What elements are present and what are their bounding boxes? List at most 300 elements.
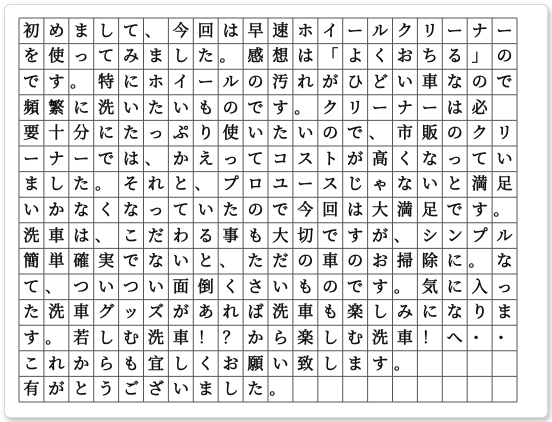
handwritten-char: い: [197, 200, 214, 219]
handwritten-char: 若: [73, 328, 90, 347]
handwritten-char: し: [322, 328, 339, 347]
handwritten-char: 想: [272, 46, 289, 66]
text-line-3: [13, 71, 517, 93]
handwritten-char: ホ: [147, 72, 164, 91]
handwritten-char: し: [48, 174, 65, 194]
handwritten-char: ー: [197, 72, 214, 91]
handwritten-char: で: [123, 251, 140, 271]
handwritten-char: ら: [98, 353, 115, 373]
handwritten-char: ば: [247, 302, 264, 322]
handwritten-char: む: [123, 328, 140, 347]
handwritten-char: ま: [347, 353, 364, 373]
handwritten-char: た: [247, 251, 264, 271]
handwritten-char: ！: [421, 328, 438, 347]
handwritten-char: 市: [396, 123, 413, 143]
handwritten-char: た: [272, 123, 289, 143]
handwritten-char: 分: [73, 123, 90, 143]
handwritten-char: ら: [272, 328, 289, 347]
handwritten-char: 。: [219, 47, 235, 66]
handwritten-char: だ: [147, 225, 164, 245]
handwritten-char: く: [98, 200, 115, 219]
handwritten-char: ッ: [123, 302, 140, 322]
handwritten-char: に: [421, 302, 438, 322]
handwritten-char: ー: [23, 148, 40, 168]
handwritten-char: も: [197, 97, 214, 117]
handwritten-char: い: [496, 148, 513, 168]
text-line-2: [13, 45, 517, 67]
handwritten-char: で: [446, 200, 463, 219]
handwritten-char: て: [247, 148, 264, 168]
handwritten-char: に: [123, 72, 140, 91]
handwritten-char: で: [272, 200, 289, 219]
handwritten-char: る: [446, 46, 463, 66]
handwritten-char: に: [98, 123, 115, 143]
handwritten-char: す: [347, 225, 364, 245]
handwritten-char: し: [322, 353, 339, 373]
handwritten-char: い: [272, 353, 289, 373]
handwritten-char: わ: [172, 225, 189, 245]
handwritten-char: が: [347, 148, 364, 168]
handwritten-char: い: [147, 276, 164, 296]
handwritten-char: の: [322, 123, 339, 143]
handwritten-char: 十: [48, 123, 65, 143]
handwritten-char: ク: [471, 123, 488, 143]
handwritten-char: ・: [468, 329, 484, 347]
handwritten-char: へ: [446, 328, 463, 347]
handwritten-char: の: [247, 200, 264, 219]
handwritten-char: て: [123, 20, 140, 40]
handwritten-char: っ: [222, 148, 239, 168]
handwritten-char: ま: [197, 379, 214, 399]
letter-card: [4, 4, 548, 418]
handwritten-char: た: [73, 174, 90, 194]
handwritten-char: 車: [73, 302, 90, 322]
handwritten-char: 。: [269, 380, 285, 399]
handwritten-char: ン: [446, 225, 463, 245]
handwritten-char: 満: [471, 174, 488, 194]
handwritten-char: イ: [322, 20, 339, 40]
handwritten-char: ユ: [272, 174, 289, 194]
handwritten-char: す: [372, 276, 389, 296]
handwritten-char: の: [247, 72, 264, 91]
handwritten-char: で: [322, 225, 339, 245]
handwritten-char: 、: [95, 226, 111, 245]
handwritten-char: ？: [222, 328, 239, 347]
handwritten-char: た: [197, 46, 214, 66]
handwritten-char: 洗: [147, 328, 164, 347]
text-line-9: [13, 225, 517, 247]
handwritten-char: 、: [144, 21, 160, 40]
handwritten-char: で: [247, 97, 264, 117]
text-line-10: [13, 250, 517, 272]
handwritten-char: 、: [144, 149, 160, 168]
handwritten-char: が: [172, 302, 189, 322]
handwritten-char: と: [446, 174, 463, 194]
handwritten-char: さ: [247, 276, 264, 296]
handwritten-char: れ: [297, 72, 314, 91]
handwritten-char: な: [496, 251, 513, 271]
handwritten-char: ル: [496, 225, 513, 245]
handwritten-char: み: [396, 302, 413, 322]
handwritten-char: ー: [73, 148, 90, 168]
handwritten-char: 早: [247, 20, 264, 40]
handwritten-char: な: [73, 200, 90, 219]
handwritten-char: コ: [272, 148, 289, 168]
handwritten-char: ス: [322, 174, 339, 194]
handwritten-char: 感: [247, 46, 264, 66]
text-line-6: [13, 148, 517, 170]
handwritten-char: た: [23, 302, 40, 322]
handwritten-char: し: [98, 328, 115, 347]
text-line-12: [13, 301, 517, 323]
handwritten-char: 宜: [147, 353, 164, 373]
text-line-7: [13, 173, 517, 195]
handwritten-char: リ: [496, 123, 513, 143]
handwritten-char: プ: [471, 225, 488, 245]
handwritten-char: 汚: [272, 72, 289, 91]
handwritten-char: 初: [23, 20, 40, 40]
handwritten-char: ク: [396, 20, 413, 40]
handwritten-char: あ: [197, 302, 214, 322]
handwritten-char: も: [297, 276, 314, 296]
handwritten-char: 有: [23, 379, 40, 399]
handwritten-char: 。: [45, 329, 61, 347]
handwritten-char: す: [23, 328, 40, 347]
handwritten-char: を: [23, 46, 40, 66]
handwritten-char: リ: [347, 97, 364, 117]
handwritten-char: そ: [123, 174, 140, 194]
handwritten-char: 切: [297, 225, 314, 245]
handwritten-char: ホ: [297, 20, 314, 40]
handwritten-char: 、: [369, 124, 385, 143]
handwritten-char: 使: [48, 46, 65, 66]
handwritten-char: が: [48, 379, 65, 399]
handwritten-char: 車: [421, 72, 438, 91]
handwritten-char: 倒: [197, 276, 214, 296]
handwritten-char: ー: [297, 174, 314, 194]
handwritten-char: い: [421, 174, 438, 194]
handwritten-char: 除: [421, 251, 438, 271]
handwritten-char: っ: [147, 200, 164, 219]
handwritten-char: 、: [219, 252, 235, 271]
handwritten-char: の: [471, 72, 488, 91]
handwritten-char: 気: [421, 276, 438, 296]
handwritten-char: し: [98, 20, 115, 40]
handwritten-char: り: [471, 302, 488, 322]
handwritten-char: 「: [322, 46, 339, 66]
handwritten-char: い: [123, 97, 140, 117]
handwritten-char: い: [23, 200, 40, 219]
handwritten-char: る: [197, 225, 214, 245]
handwritten-char: ど: [372, 72, 389, 91]
handwritten-char: っ: [446, 148, 463, 168]
handwritten-char: 。: [393, 354, 409, 373]
handwritten-char: は: [297, 46, 314, 66]
handwritten-char: ズ: [147, 302, 164, 322]
handwritten-char: な: [396, 174, 413, 194]
handwritten-char: じ: [347, 174, 364, 194]
handwritten-char: 、: [194, 175, 210, 194]
handwritten-char: ー: [347, 20, 364, 40]
handwritten-char: ー: [372, 97, 389, 117]
handwritten-char: ざ: [147, 379, 164, 399]
handwritten-char: 今: [172, 20, 189, 40]
handwritten-char: 大: [372, 200, 389, 219]
handwritten-char: て: [98, 46, 115, 66]
handwritten-char: 回: [197, 20, 214, 40]
handwritten-char: に: [73, 97, 90, 117]
handwritten-char: は: [123, 148, 140, 168]
handwritten-char: 願: [247, 353, 264, 373]
handwritten-char: ル: [222, 72, 239, 91]
handwritten-char: 回: [322, 200, 339, 219]
handwritten-char: が: [372, 225, 389, 245]
handwritten-char: と: [172, 174, 189, 194]
handwritten-char: ー: [446, 20, 463, 40]
handwritten-char: た: [247, 379, 264, 399]
handwritten-char: ー: [496, 20, 513, 40]
handwritten-char: い: [247, 123, 264, 143]
handwritten-char: し: [172, 46, 189, 66]
handwritten-char: 今: [297, 200, 314, 219]
handwritten-char: 販: [421, 123, 438, 143]
handwritten-char: ち: [421, 46, 438, 66]
handwritten-char: の: [347, 251, 364, 271]
handwritten-char: 。: [95, 175, 111, 194]
text-line-5: [13, 122, 517, 144]
handwritten-char: プ: [222, 174, 239, 194]
handwritten-char: 車: [322, 251, 339, 271]
handwritten-char: た: [147, 97, 164, 117]
handwritten-char: な: [421, 148, 438, 168]
handwritten-char: ス: [297, 148, 314, 168]
handwritten-char: ！: [197, 328, 214, 347]
handwritten-char: 要: [23, 123, 40, 143]
handwritten-char: の: [297, 251, 314, 271]
handwritten-char: か: [172, 148, 189, 168]
manuscript-sheet: [13, 13, 535, 409]
handwritten-char: に: [446, 276, 463, 296]
handwritten-char: の: [496, 46, 513, 66]
handwritten-char: っ: [496, 276, 513, 296]
handwritten-char: く: [222, 276, 239, 296]
text-line-14: [13, 353, 517, 375]
handwritten-char: て: [23, 276, 40, 296]
handwritten-char: は: [222, 20, 239, 40]
handwritten-char: ク: [322, 97, 339, 117]
handwritten-char: で: [347, 276, 364, 296]
handwritten-char: の: [322, 276, 339, 296]
handwritten-char: な: [147, 251, 164, 271]
handwritten-char: 洗: [372, 328, 389, 347]
handwritten-char: の: [222, 97, 239, 117]
handwritten-char: つ: [73, 276, 90, 296]
handwritten-char: つ: [123, 276, 140, 296]
handwritten-char: は: [347, 200, 364, 219]
handwritten-char: は: [73, 225, 90, 245]
handwritten-char: て: [172, 200, 189, 219]
handwritten-char: こ: [23, 353, 40, 373]
handwritten-char: す: [471, 200, 488, 219]
handwritten-char: と: [73, 379, 90, 399]
handwritten-char: で: [98, 148, 115, 168]
handwritten-char: な: [123, 200, 140, 219]
handwritten-char: れ: [147, 174, 164, 194]
handwritten-char: 車: [48, 225, 65, 245]
handwritten-char: 大: [272, 225, 289, 245]
handwritten-char: 。: [70, 73, 86, 91]
handwritten-char: 足: [421, 200, 438, 219]
handwritten-char: は: [446, 97, 463, 117]
handwritten-char: 足: [496, 174, 513, 194]
handwritten-char: ナ: [48, 148, 65, 168]
handwritten-char: す: [372, 353, 389, 373]
handwritten-char: 使: [222, 123, 239, 143]
handwritten-char: で: [347, 123, 364, 143]
handwritten-char: で: [23, 72, 40, 91]
handwritten-char: お: [222, 353, 239, 373]
handwritten-char: い: [396, 72, 413, 91]
handwritten-char: ト: [322, 148, 339, 168]
handwritten-char: 、: [393, 226, 409, 245]
handwritten-char: れ: [48, 353, 65, 373]
handwritten-char: め: [48, 20, 65, 40]
handwritten-char: し: [222, 379, 239, 399]
handwritten-char: 洗: [48, 302, 65, 322]
handwritten-char: っ: [147, 123, 164, 143]
handwritten-char: 車: [172, 328, 189, 347]
text-line-1: [13, 20, 517, 42]
handwritten-char: で: [496, 72, 513, 91]
handwritten-char: よ: [347, 46, 364, 66]
text-line-13: [13, 327, 517, 349]
handwritten-char: と: [197, 251, 214, 271]
handwritten-char: 。: [294, 98, 310, 117]
handwritten-char: お: [372, 251, 389, 271]
handwritten-char: れ: [222, 302, 239, 322]
handwritten-char: 頻: [23, 97, 40, 117]
handwritten-char: ま: [496, 302, 513, 322]
handwritten-char: 洗: [272, 302, 289, 322]
handwritten-char: 満: [396, 200, 413, 219]
handwritten-char: 必: [471, 97, 488, 117]
handwritten-char: が: [322, 72, 339, 91]
handwritten-char: し: [372, 302, 389, 322]
handwritten-char: 入: [471, 276, 488, 296]
handwritten-char: ひ: [347, 72, 364, 91]
handwritten-char: 」: [471, 46, 488, 66]
handwritten-char: ナ: [471, 20, 488, 40]
handwritten-char: え: [197, 148, 214, 168]
handwritten-char: ま: [147, 46, 164, 66]
text-line-11: [13, 276, 517, 298]
handwritten-char: ル: [372, 20, 389, 40]
handwritten-char: な: [446, 302, 463, 322]
handwritten-char: 繁: [48, 97, 65, 117]
handwritten-char: ま: [23, 174, 40, 194]
handwritten-char: ・: [493, 329, 509, 347]
handwritten-char: て: [471, 148, 488, 168]
handwritten-char: い: [172, 251, 189, 271]
handwritten-char: し: [172, 353, 189, 373]
handwritten-char: 簡: [23, 251, 40, 271]
handwritten-char: ナ: [396, 97, 413, 117]
handwritten-char: リ: [421, 20, 438, 40]
handwritten-char: い: [172, 379, 189, 399]
handwritten-char: イ: [172, 72, 189, 91]
handwritten-char: の: [446, 123, 463, 143]
handwritten-char: 単: [48, 251, 65, 271]
handwritten-char: り: [197, 123, 214, 143]
handwritten-char: う: [98, 379, 115, 399]
handwritten-char: ロ: [247, 174, 264, 194]
handwritten-char: い: [172, 97, 189, 117]
handwritten-char: 。: [493, 201, 509, 219]
handwritten-char: こ: [123, 225, 140, 245]
handwritten-char: く: [197, 353, 214, 373]
handwritten-char: か: [48, 200, 65, 219]
handwritten-char: 車: [396, 328, 413, 347]
handwritten-char: 洗: [23, 225, 40, 245]
handwritten-char: 特: [98, 72, 115, 91]
handwritten-char: い: [98, 276, 115, 296]
handwritten-char: だ: [272, 251, 289, 271]
handwritten-char: ー: [421, 97, 438, 117]
handwritten-char: ぷ: [172, 123, 189, 143]
handwritten-char: く: [372, 46, 389, 66]
handwritten-char: 実: [98, 251, 115, 271]
handwritten-char: す: [272, 97, 289, 117]
handwritten-char: 面: [172, 276, 189, 296]
handwritten-char: お: [396, 46, 413, 66]
handwritten-char: も: [123, 353, 140, 373]
handwritten-char: っ: [73, 46, 90, 66]
handwritten-char: 確: [73, 251, 90, 271]
text-line-8: [13, 199, 517, 221]
handwritten-char: た: [123, 123, 140, 143]
handwritten-char: 高: [372, 148, 389, 168]
handwritten-char: な: [446, 72, 463, 91]
text-line-15: [13, 378, 517, 400]
handwritten-char: ご: [123, 379, 140, 399]
handwritten-char: む: [347, 328, 364, 347]
handwritten-char: 致: [297, 353, 314, 373]
handwritten-char: グ: [98, 302, 115, 322]
handwritten-char: た: [222, 200, 239, 219]
handwritten-char: 洗: [98, 97, 115, 117]
handwritten-char: 。: [468, 252, 484, 271]
handwritten-char: 事: [222, 225, 239, 245]
handwritten-char: 。: [393, 277, 409, 296]
handwritten-char: 速: [272, 20, 289, 40]
handwritten-char: 車: [297, 302, 314, 322]
handwritten-char: シ: [421, 225, 438, 245]
handwritten-char: か: [73, 353, 90, 373]
handwritten-char: い: [297, 123, 314, 143]
handwritten-char: に: [446, 251, 463, 271]
handwritten-char: 掃: [396, 251, 413, 271]
handwritten-char: も: [322, 302, 339, 322]
handwritten-char: か: [247, 328, 264, 347]
handwritten-char: 、: [45, 277, 61, 296]
handwritten-char: も: [247, 225, 264, 245]
text-line-4: [13, 97, 517, 119]
handwritten-char: み: [123, 46, 140, 66]
handwritten-char: い: [272, 276, 289, 296]
handwritten-char: ま: [73, 20, 90, 40]
handwritten-char: す: [48, 72, 65, 91]
handwritten-char: ゃ: [372, 174, 389, 194]
